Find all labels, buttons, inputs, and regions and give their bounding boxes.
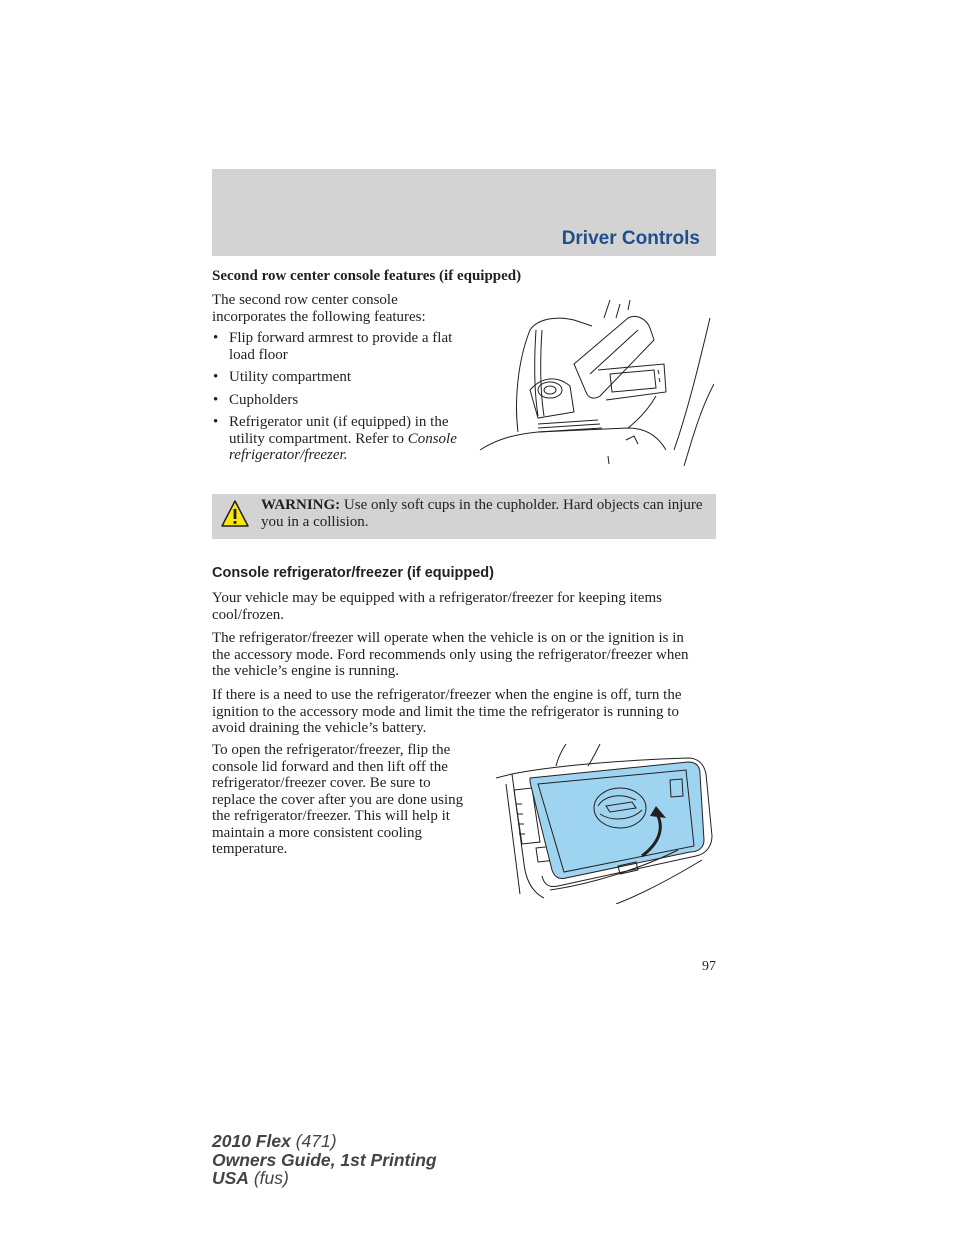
footer-region-code: (fus) <box>253 1168 289 1188</box>
footer-model: 2010 Flex <box>212 1131 291 1151</box>
footer-line-1 <box>212 1132 437 1151</box>
refrigerator-illustration <box>492 744 716 904</box>
console-features-intro: The second row center console incorporates the following features: <box>212 292 426 325</box>
page-number: 97 <box>702 959 716 974</box>
footer-region: USA <box>212 1168 249 1188</box>
fridge-paragraph-4: To open the refrigerator/freezer, flip the console lid forward and then lift off the refrigerator/freezer cover. Be sure to replace the cover after you are done using the refrigerator/freezer. This will help it maintain a more consistent cooling temperature. <box>212 742 464 857</box>
list-item: • Cupholders <box>212 392 474 409</box>
fridge-paragraph-3: If there is a need to use the refrigerator/freezer when the engine is off, turn the ignition to the accessory mode and limit the time the refrigerator is running to avoid draining the vehicle’s battery. <box>212 687 682 736</box>
footer-model-code: (471) <box>295 1131 337 1151</box>
list-item: • Flip forward armrest to provide a flat load floor <box>212 330 474 363</box>
feature-list <box>212 330 474 470</box>
warning-text <box>261 497 707 530</box>
fridge-paragraph-1: Your vehicle may be equipped with a refrigerator/freezer for keeping items cool/frozen. <box>212 590 662 623</box>
footer-line-2 <box>212 1151 437 1170</box>
console-features-heading: Second row center console features (if equipped) <box>212 268 522 284</box>
warning-label: WARNING: <box>261 497 341 513</box>
footer-guide: Owners Guide, 1st Printing <box>212 1149 437 1170</box>
list-item: • Utility compartment <box>212 369 474 386</box>
list-item-text: Refrigerator unit (if equipped) in the utility compartment. Refer to <box>229 414 449 447</box>
header-band <box>212 169 716 256</box>
warning-message: Use only soft cups in the cupholder. Hard objects can injure you in a collision. <box>261 497 703 530</box>
fridge-paragraph-2: The refrigerator/freezer will operate when the vehicle is on or the ignition is in the accessory mode. Ford recommends only using the refrigerator/freezer when the vehicle’s engine is running. <box>212 630 689 679</box>
fridge-heading: Console refrigerator/freezer (if equipped) <box>212 565 494 581</box>
footer <box>212 1132 437 1188</box>
list-item <box>212 414 474 464</box>
console-illustration <box>478 300 714 466</box>
cross-reference-link[interactable]: Console refrigerator/freezer. <box>229 430 457 463</box>
warning-triangle-icon <box>220 499 250 529</box>
section-title: Driver Controls <box>561 228 700 249</box>
warning-box <box>212 494 716 539</box>
footer-line-3 <box>212 1169 437 1188</box>
